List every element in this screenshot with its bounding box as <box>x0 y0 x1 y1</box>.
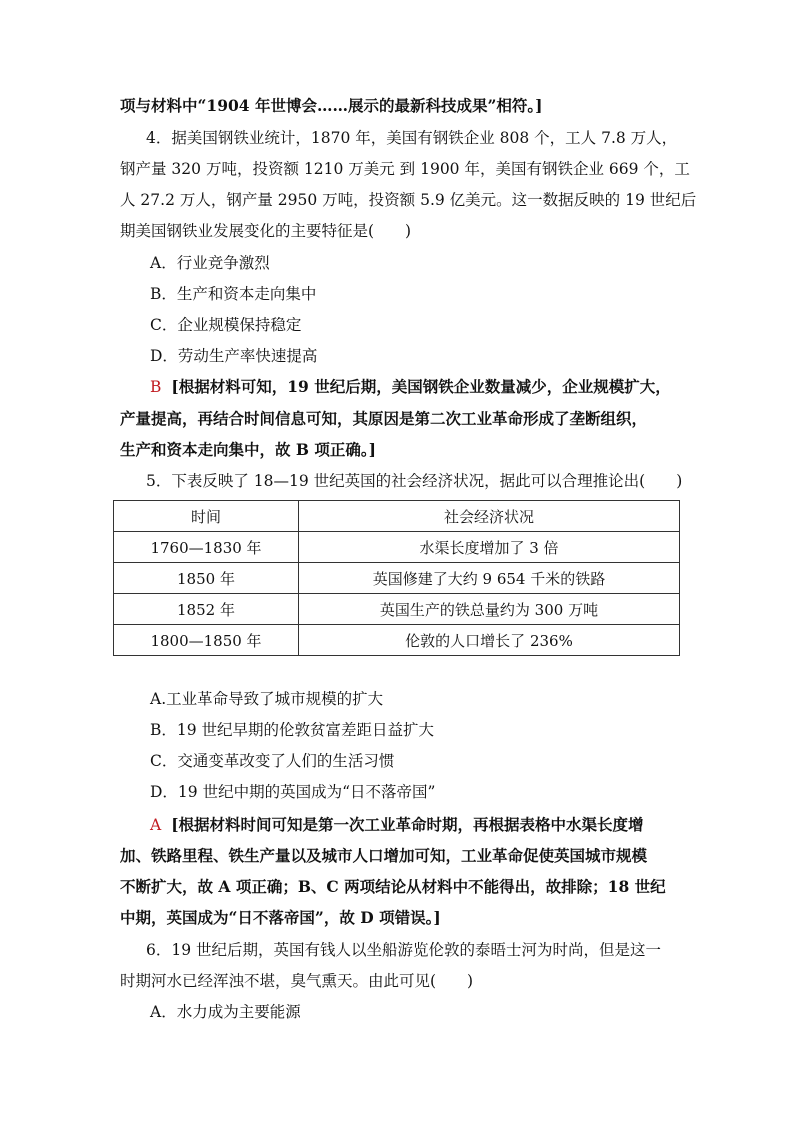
q4-explanation-text-1: [根据材料可知，19 世纪后期，美国钢铁企业数量减少，企业规模扩大， <box>171 377 671 396</box>
q5-table <box>113 500 680 656</box>
q4-stem-line-3: 人 27.2 万人，钢产量 2950 万吨，投资额 5.9 亿美元。这一数据反映的 19 世纪后 <box>120 191 697 209</box>
q4-answer-letter: B <box>150 378 162 396</box>
q5-explanation-line-3: 不断扩大，故 A 项正确；B、C 两项结论从材料中不能得出，故排除；18 世纪 <box>120 877 666 896</box>
q5-option-a: A.工业革命导致了城市规模的扩大 <box>150 690 384 708</box>
table-header-status: 社会经济状况 <box>299 501 680 532</box>
table-header-time: 时间 <box>114 501 299 532</box>
q5-answer-letter: A <box>150 816 162 834</box>
q5-stem: 5．下表反映了 18—19 世纪英国的社会经济状况，据此可以合理推论出( ) <box>146 472 683 490</box>
q4-stem-line-1: 4．据美国钢铁业统计，1870 年，美国有钢铁企业 808 个，工人 7.8 万人， <box>146 129 678 147</box>
q4-explanation-line-2: 产量提高，再结合时间信息可知，其原因是第二次工业革命形成了垄断组织， <box>120 409 648 428</box>
q4-option-b: B．生产和资本走向集中 <box>150 285 317 303</box>
q5-explanation-line-2: 加、铁路里程、铁生产量以及城市人口增加可知，工业革命促使英国城市规模 <box>120 846 648 865</box>
q4-option-d: D．劳动生产率快速提高 <box>150 347 318 365</box>
q6-stem-line-1: 6．19 世纪后期，英国有钱人以坐船游览伦敦的泰晤士河为时尚，但是这一 <box>146 941 662 959</box>
q5-option-b: B．19 世纪早期的伦敦贫富差距日益扩大 <box>150 721 435 739</box>
q4-stem-line-4: 期美国钢铁业发展变化的主要特征是( ) <box>120 222 412 240</box>
table-row <box>114 563 680 594</box>
table-cell-time: 1852 年 <box>114 594 299 625</box>
table-cell-status: 英国修建了大约 9 654 千米的铁路 <box>299 563 680 594</box>
q4-explanation-line-1 <box>150 377 671 397</box>
q6-option-a: A．水力成为主要能源 <box>150 1003 301 1021</box>
table-cell-status: 英国生产的铁总量约为 300 万吨 <box>299 594 680 625</box>
table-row <box>114 625 680 656</box>
q5-explanation-text-1: [根据材料时间可知是第一次工业革命时期，再根据表格中水渠长度增 <box>171 815 644 834</box>
table-cell-status: 伦敦的人口增长了 236% <box>299 625 680 656</box>
q4-explanation-line-3: 生产和资本走向集中，故 B 项正确。] <box>120 440 376 459</box>
table-cell-status: 水渠长度增加了 3 倍 <box>299 532 680 563</box>
q4-stem-line-2: 钢产量 320 万吨，投资额 1210 万美元 到 1900 年，美国有钢铁企业 669 个，工 <box>120 160 690 178</box>
q4-option-a: A．行业竞争激烈 <box>150 254 270 272</box>
q4-option-c: C．企业规模保持稳定 <box>150 316 302 334</box>
table-header-row <box>114 501 680 532</box>
q5-option-c: C．交通变革改变了人们的生活习惯 <box>150 752 395 770</box>
q5-explanation-line-1 <box>150 815 644 835</box>
table-row <box>114 532 680 563</box>
table-cell-time: 1800—1850 年 <box>114 625 299 656</box>
q5-explanation-line-4: 中期，英国成为“日不落帝国”，故 D 项错误。] <box>120 908 441 927</box>
table-cell-time: 1760—1830 年 <box>114 532 299 563</box>
q6-stem-line-2: 时期河水已经浑浊不堪，臭气熏天。由此可见( ) <box>120 972 474 990</box>
table-row <box>114 594 680 625</box>
table-cell-time: 1850 年 <box>114 563 299 594</box>
previous-answer-tail: 项与材料中“1904 年世博会……展示的最新科技成果”相符。] <box>120 96 543 115</box>
q5-option-d: D．19 世纪中期的英国成为“日不落帝国” <box>150 783 436 801</box>
